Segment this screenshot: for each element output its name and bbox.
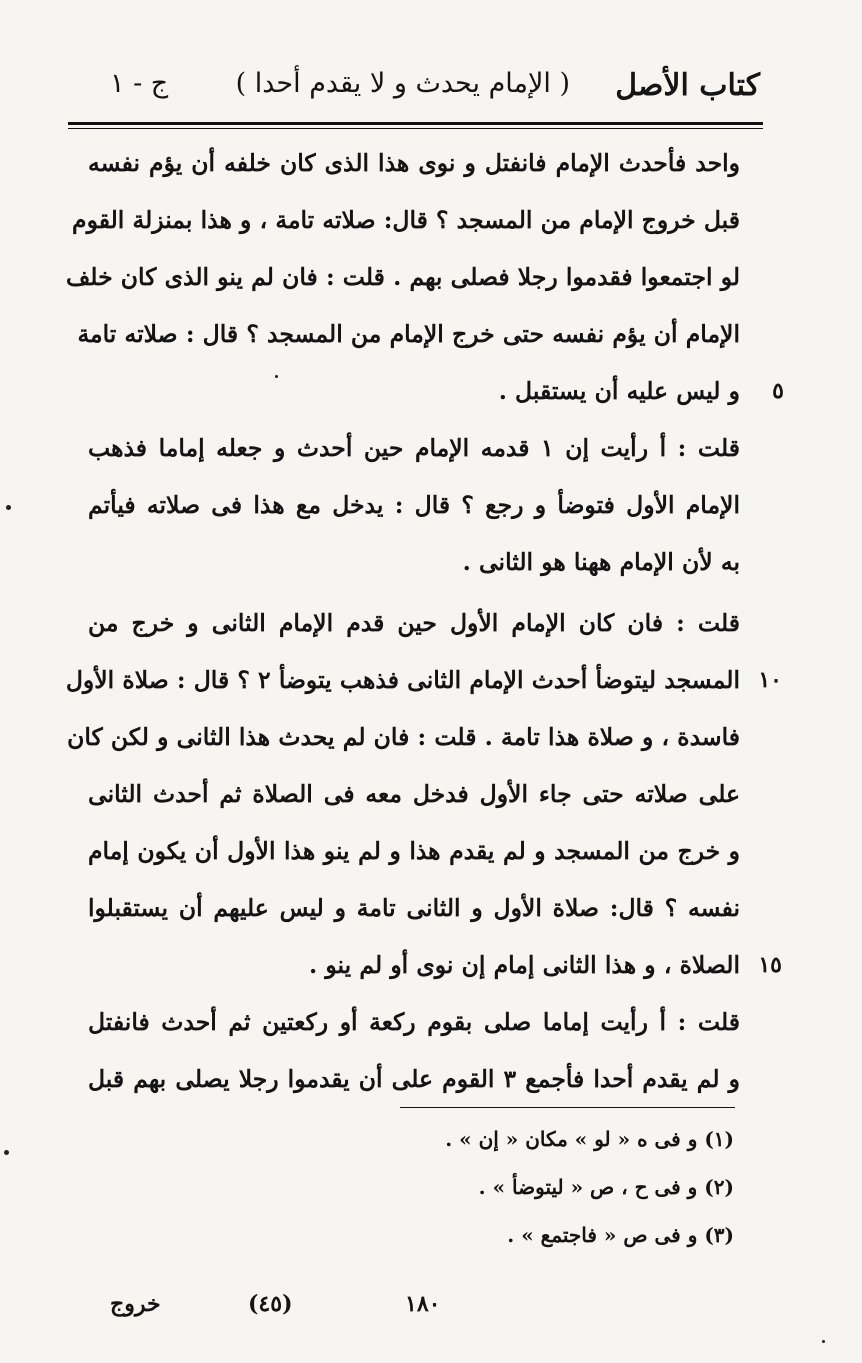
footnote: (١) و فى ه « لو » مكان « إن » . bbox=[445, 1127, 734, 1151]
volume-number: ج - ١ bbox=[110, 68, 169, 99]
line-number: ١٠ bbox=[758, 667, 782, 693]
header-rule bbox=[68, 122, 763, 125]
header-rule-thin bbox=[68, 128, 763, 129]
text-line: المسجد ليتوضأ أحدث الإمام الثانى فذهب يتوضأ ٢ ؟ قال : صلاة الأول bbox=[65, 666, 740, 694]
text-line: نفسه ؟ قال: صلاة الأول و الثانى تامة و ليس عليهم أن يستقبلوا bbox=[88, 894, 740, 922]
footnote: (٢) و فى ح ، ص « ليتوضأ » . bbox=[478, 1175, 734, 1199]
text-line: الإمام أن يؤم نفسه حتى خرج الإمام من المسجد ؟ قال : صلاته تامة bbox=[77, 320, 740, 348]
ink-speck bbox=[4, 1150, 9, 1155]
text-line: و ليس عليه أن يستقبل . bbox=[498, 377, 740, 405]
signature-word: خروج bbox=[110, 1291, 161, 1317]
ink-speck bbox=[275, 375, 278, 378]
text-line: قلت : أ رأيت إماما صلى بقوم ركعة أو ركعتين ثم أحدث فانفتل bbox=[88, 1008, 740, 1036]
text-line: به لأن الإمام ههنا هو الثانى . bbox=[462, 548, 740, 576]
book-title: كتاب الأصل bbox=[615, 68, 760, 103]
ink-speck bbox=[6, 505, 11, 510]
text-line: الإمام الأول فتوضأ و رجع ؟ قال : يدخل مع هذا فى صلاته فيأتم bbox=[88, 491, 740, 519]
chapter-title: ( الإمام يحدث و لا يقدم أحدا ) bbox=[235, 68, 570, 99]
text-line: واحد فأحدث الإمام فانفتل و نوى هذا الذى كان خلفه أن يؤم نفسه bbox=[88, 149, 740, 177]
text-line: و خرج من المسجد و لم يقدم هذا و لم ينو هذا الأول أن يكون إمام bbox=[88, 837, 740, 865]
line-number: ١٥ bbox=[758, 952, 782, 978]
footnote-rule bbox=[400, 1107, 735, 1108]
text-line: على صلاته حتى جاء الأول فدخل معه فى الصلاة ثم أحدث الثانى bbox=[88, 780, 740, 808]
text-line: لو اجتمعوا فقدموا رجلا فصلى بهم . قلت : فان لم ينو الذى كان خلف bbox=[65, 263, 740, 291]
text-line: الصلاة ، و هذا الثانى إمام إن نوى أو لم ينو . bbox=[309, 951, 740, 979]
running-header bbox=[80, 68, 760, 124]
text-line: قلت : أ رأيت إن ١ قدمه الإمام حين أحدث و جعله إماما فذهب bbox=[88, 434, 740, 462]
line-number: ٥ bbox=[772, 378, 784, 404]
ink-speck bbox=[822, 1340, 825, 1343]
signature-mark: (٤٥) bbox=[248, 1291, 293, 1317]
text-line: و لم يقدم أحدا فأجمع ٣ القوم على أن يقدموا رجلا يصلى بهم قبل bbox=[88, 1065, 740, 1093]
page-number: ١٨٠ bbox=[405, 1291, 441, 1317]
text-line: قبل خروج الإمام من المسجد ؟ قال: صلاته تامة ، و هذا بمنزلة القوم bbox=[72, 206, 740, 234]
footnote: (٣) و فى ص « فاجتمع » . bbox=[507, 1223, 734, 1247]
text-line: فاسدة ، و صلاة هذا تامة . قلت : فان لم يحدث هذا الثانى و لكن كان bbox=[67, 723, 740, 751]
text-line: قلت : فان كان الإمام الأول حين قدم الإمام الثانى و خرج من bbox=[88, 609, 740, 637]
